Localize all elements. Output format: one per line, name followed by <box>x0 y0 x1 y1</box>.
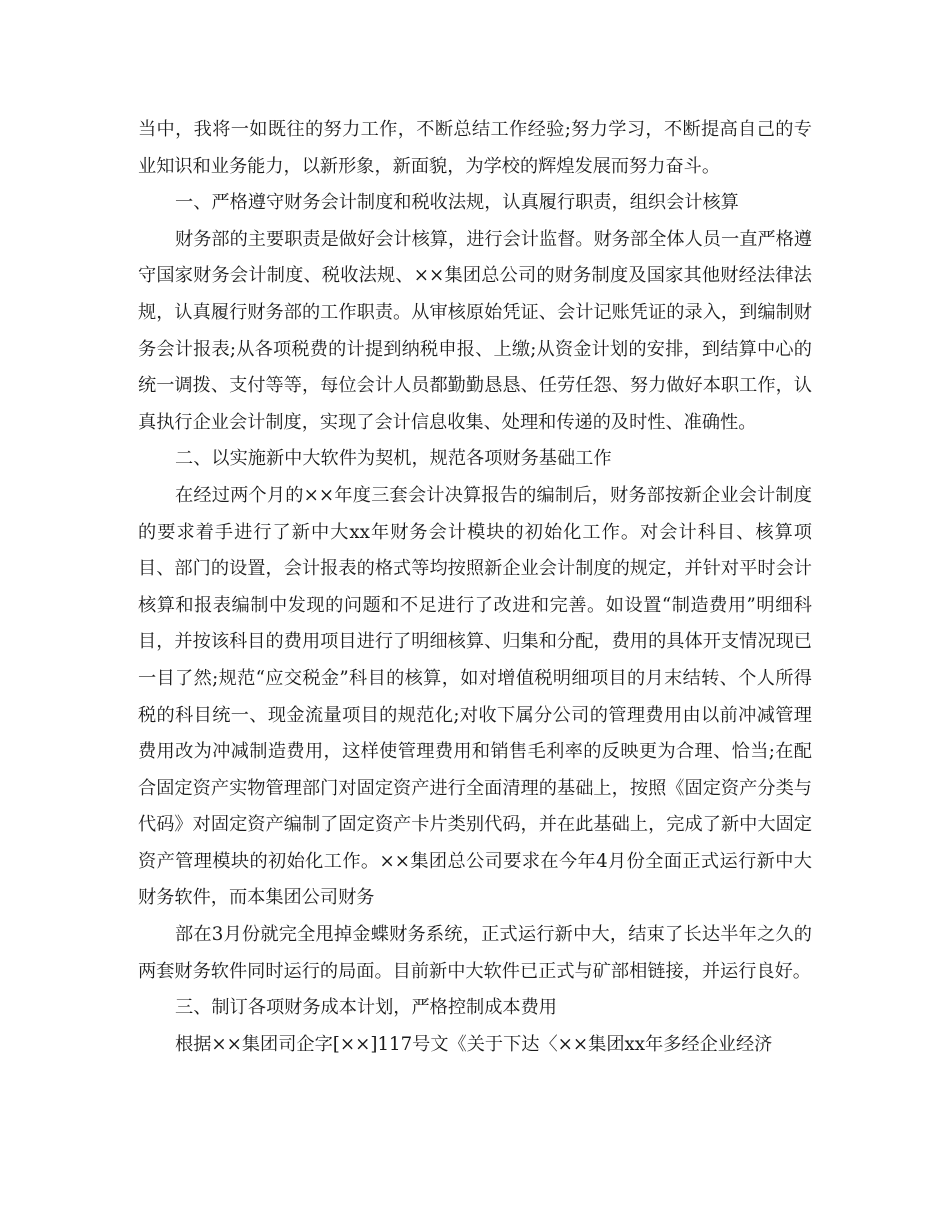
paragraph-intro-continuation: 当中，我将一如既往的努力工作，不断总结工作经验;努力学习，不断提高自己的专业知识和业务能力，以新形象，新面貌，为学校的辉煌发展而努力奋斗。 <box>138 119 812 177</box>
paragraph-software-initialization: 在经过两个月的××年度三套会计决算报告的编制后，财务部按新企业会计制度的要求着手进行了新中大xx年财务会计模块的初始化工作。对会计科目、核算项目、部门的设置，会计报表的格式等均按照新企业会计制度的规定，并针对平时会计核算和报表编制中发现的问题和不足进行了改进和完善。如设置“制造费用”明细科目，并按该科目的费用项目进行了明细核算、归集和分配，费用的具体开支情况现已一目了然;规范“应交税金”科目的核算，如对增值税明细项目的月末结转、个人所得税的科目统一、现金流量项目的规范化;对收下属分公司的管理费用由以前冲减管理费用改为冲减制造费用，这样使管理费用和销售毛利率的反映更为合理、恰当;在配合固定资产实物管理部门对固定资产进行全面清理的基础上，按照《固定资产分类与代码》对固定资产编制了固定资产卡片类别代码，并在此基础上，完成了新中大固定资产管理模块的初始化工作。××集团总公司要求在今年4月份全面正式运行新中大财务软件，而本集团公司财务 <box>138 484 812 909</box>
paragraph-cost-plan: 根据××集团司企字[××]117号文《关于下达〈××集团xx年多经企业经济 <box>175 1033 773 1055</box>
section-heading-1: 一、严格遵守财务会计制度和税收法规，认真履行职责，组织会计核算 <box>175 192 739 214</box>
paragraph-software-switch: 部在3月份就完全甩掉金蝶财务系统，正式运行新中大，结束了长达半年之久的两套财务软件同时运行的局面。目前新中大软件已正式与矿部相链接，并运行良好。 <box>138 924 812 982</box>
paragraph-accounting-duties: 财务部的主要职责是做好会计核算，进行会计监督。财务部全体人员一直严格遵守国家财务会计制度、税收法规、××集团总公司的财务制度及国家其他财经法律法规，认真履行财务部的工作职责。从审核原始凭证、会计记账凭证的录入，到编制财务会计报表;从各项税费的计提到纳税申报、上缴;从资金计划的安排，到结算中心的统一调拨、支付等等，每位会计人员都勤勤恳恳、任劳任怨、努力做好本职工作，认真执行企业会计制度，实现了会计信息收集、处理和传递的及时性、准确性。 <box>138 228 812 433</box>
section-heading-2: 二、以实施新中大软件为契机，规范各项财务基础工作 <box>175 448 612 470</box>
section-heading-3: 三、制订各项财务成本计划，严格控制成本费用 <box>175 997 557 1019</box>
document-body <box>138 112 812 1063</box>
